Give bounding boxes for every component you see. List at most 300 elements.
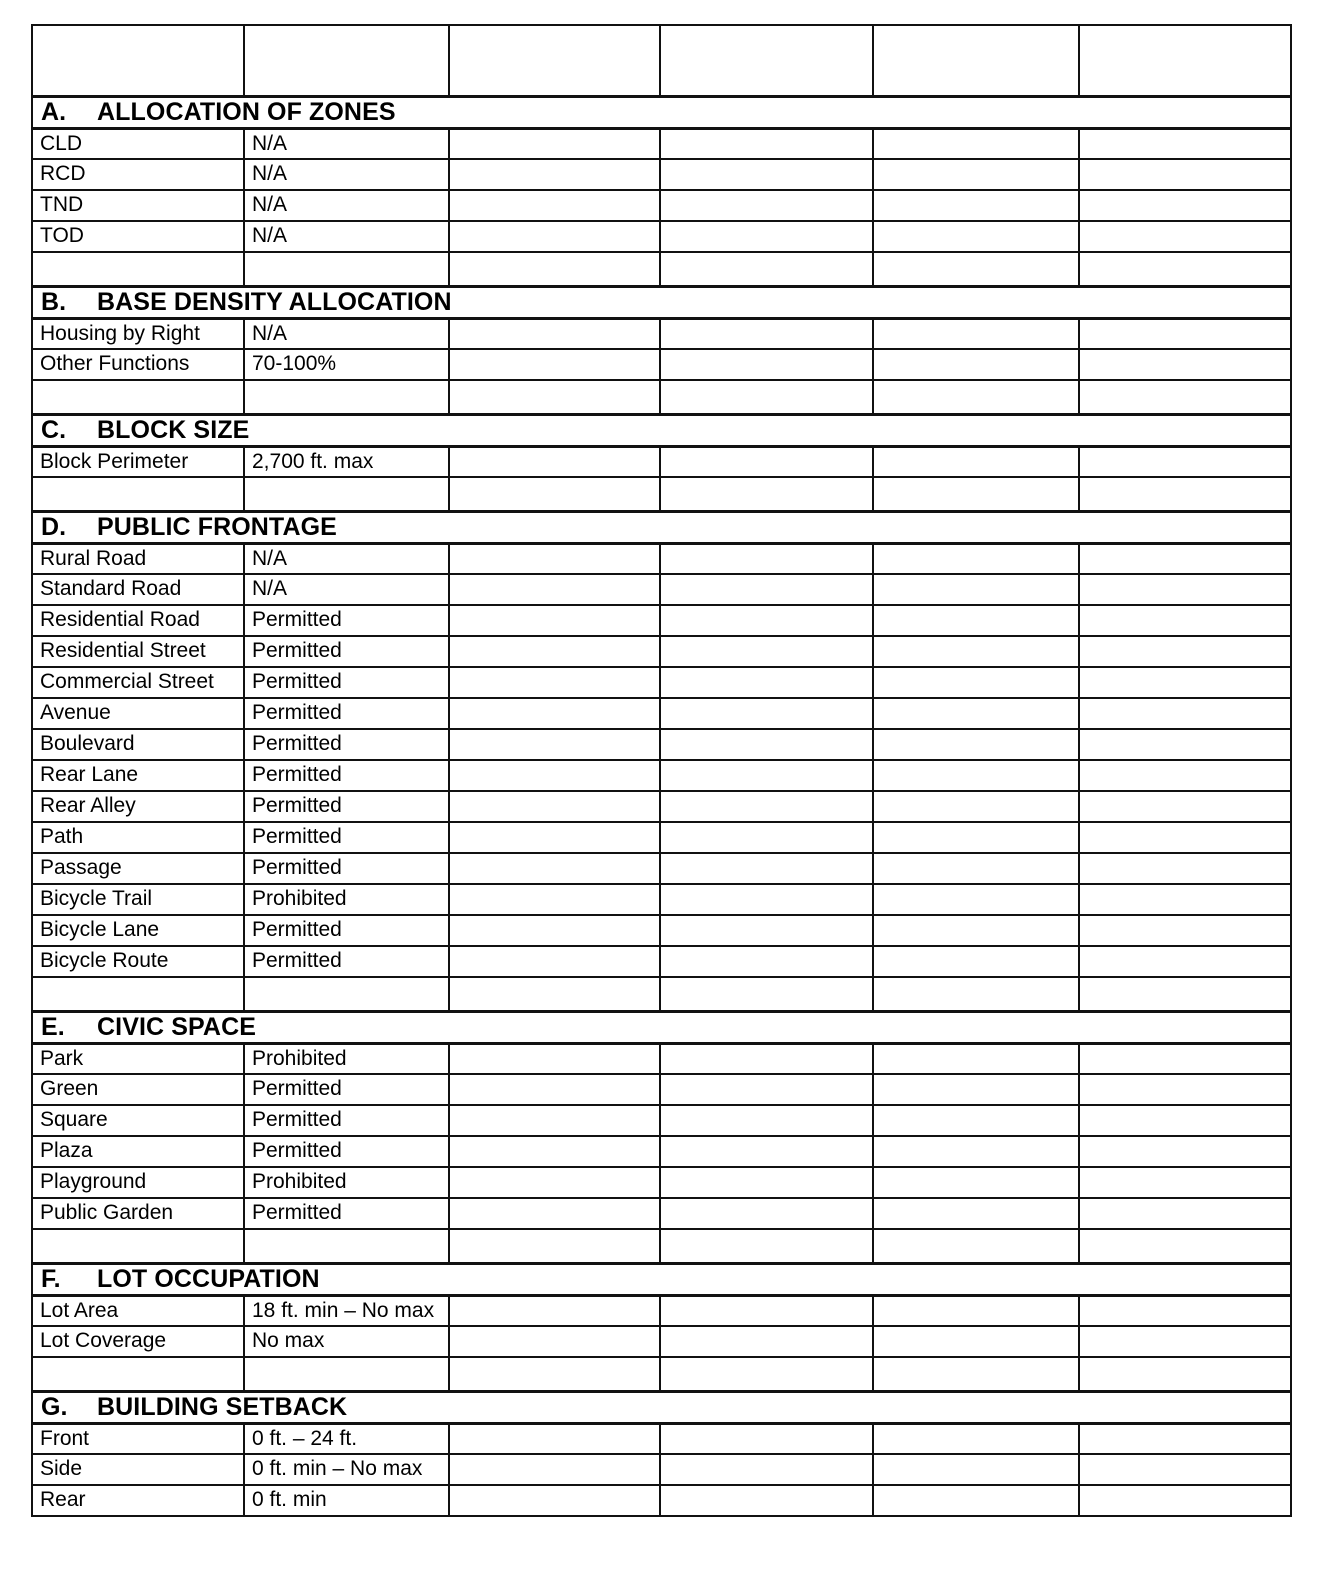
row-value-empty-1 <box>449 1043 660 1074</box>
row-value-empty-2 <box>660 791 873 822</box>
row-value-empty-3 <box>873 1295 1079 1326</box>
table-row <box>32 318 1291 349</box>
row-value-empty-4 <box>1079 349 1291 380</box>
row-value-empty-2 <box>660 1043 873 1074</box>
table-row <box>32 667 1291 698</box>
table-row <box>32 574 1291 605</box>
row-label: Front <box>32 1423 244 1454</box>
spacer-cell-2 <box>244 1229 449 1263</box>
table-row <box>32 729 1291 760</box>
row-label: CLD <box>32 128 244 159</box>
row-value-empty-1 <box>449 946 660 977</box>
row-value-empty-1 <box>449 221 660 252</box>
row-value-empty-2 <box>660 884 873 915</box>
row-value-empty-2 <box>660 190 873 221</box>
table-row <box>32 1043 1291 1074</box>
row-value-empty-2 <box>660 1198 873 1229</box>
row-label: TND <box>32 190 244 221</box>
row-value-empty-3 <box>873 853 1079 884</box>
header-blank-cell <box>32 25 244 96</box>
section-header-row <box>32 511 1291 543</box>
row-value-sdm: Prohibited <box>244 884 449 915</box>
row-value-empty-4 <box>1079 1105 1291 1136</box>
spacer-cell-2 <box>244 380 449 414</box>
row-value-empty-4 <box>1079 1043 1291 1074</box>
row-value-empty-3 <box>873 1454 1079 1485</box>
zoning-standards-table <box>31 24 1292 1517</box>
row-value-sdm: Permitted <box>244 853 449 884</box>
row-value-empty-1 <box>449 791 660 822</box>
row-value-sdm: Prohibited <box>244 1167 449 1198</box>
spacer-cell-6 <box>1079 252 1291 286</box>
row-value-sdm: N/A <box>244 159 449 190</box>
row-value-sdm: 18 ft. min – No max <box>244 1295 449 1326</box>
table-row <box>32 822 1291 853</box>
table-row <box>32 605 1291 636</box>
row-value-empty-4 <box>1079 791 1291 822</box>
spacer-cell-3 <box>449 1229 660 1263</box>
row-value-empty-4 <box>1079 1136 1291 1167</box>
spacer-cell-3 <box>449 1357 660 1391</box>
row-label: Path <box>32 822 244 853</box>
row-value-empty-2 <box>660 543 873 574</box>
spacer-cell-5 <box>873 477 1079 511</box>
section-letter: F. <box>41 1264 61 1293</box>
table-row <box>32 349 1291 380</box>
row-value-empty-4 <box>1079 446 1291 477</box>
row-value-empty-1 <box>449 1326 660 1357</box>
row-value-empty-2 <box>660 667 873 698</box>
row-value-empty-3 <box>873 1326 1079 1357</box>
row-value-sdm: N/A <box>244 318 449 349</box>
row-value-empty-2 <box>660 318 873 349</box>
row-value-sdm: Permitted <box>244 667 449 698</box>
row-value-empty-1 <box>449 349 660 380</box>
table-row <box>32 1198 1291 1229</box>
row-value-empty-3 <box>873 729 1079 760</box>
row-value-empty-1 <box>449 1198 660 1229</box>
row-value-empty-2 <box>660 1295 873 1326</box>
spacer-cell-6 <box>1079 380 1291 414</box>
section-letter: G. <box>41 1392 68 1421</box>
header-empty-cell-3 <box>873 25 1079 96</box>
row-value-empty-4 <box>1079 915 1291 946</box>
section-header-d <box>32 511 1291 543</box>
row-value-sdm: Permitted <box>244 946 449 977</box>
table-row <box>32 159 1291 190</box>
row-value-empty-2 <box>660 946 873 977</box>
row-value-sdm: Permitted <box>244 636 449 667</box>
table-body <box>32 25 1291 1516</box>
spacer-cell-5 <box>873 1229 1079 1263</box>
row-value-empty-3 <box>873 667 1079 698</box>
table-row <box>32 1454 1291 1485</box>
row-label: Lot Area <box>32 1295 244 1326</box>
row-value-empty-3 <box>873 349 1079 380</box>
table-row <box>32 791 1291 822</box>
spacer-row <box>32 977 1291 1011</box>
row-label: Housing by Right <box>32 318 244 349</box>
row-value-empty-2 <box>660 1423 873 1454</box>
table-row <box>32 1423 1291 1454</box>
row-value-sdm: Permitted <box>244 915 449 946</box>
row-value-sdm: N/A <box>244 574 449 605</box>
table-row <box>32 190 1291 221</box>
row-value-empty-4 <box>1079 884 1291 915</box>
spacer-cell-1 <box>32 477 244 511</box>
row-value-empty-4 <box>1079 1074 1291 1105</box>
row-label: Green <box>32 1074 244 1105</box>
row-value-empty-3 <box>873 543 1079 574</box>
row-value-empty-2 <box>660 698 873 729</box>
table-row <box>32 543 1291 574</box>
row-value-empty-3 <box>873 1074 1079 1105</box>
row-value-empty-1 <box>449 729 660 760</box>
row-value-empty-1 <box>449 853 660 884</box>
spacer-row <box>32 252 1291 286</box>
row-value-empty-3 <box>873 318 1079 349</box>
row-label: RCD <box>32 159 244 190</box>
spacer-cell-5 <box>873 252 1079 286</box>
row-label: Block Perimeter <box>32 446 244 477</box>
spacer-cell-6 <box>1079 1357 1291 1391</box>
row-value-sdm: N/A <box>244 221 449 252</box>
row-value-sdm: N/A <box>244 190 449 221</box>
row-value-empty-4 <box>1079 318 1291 349</box>
row-label: Public Garden <box>32 1198 244 1229</box>
row-value-empty-3 <box>873 1423 1079 1454</box>
table-row <box>32 1295 1291 1326</box>
row-value-sdm: Prohibited <box>244 1043 449 1074</box>
row-value-empty-4 <box>1079 1454 1291 1485</box>
row-value-empty-1 <box>449 822 660 853</box>
row-value-empty-2 <box>660 1167 873 1198</box>
spacer-cell-6 <box>1079 977 1291 1011</box>
spacer-row <box>32 1357 1291 1391</box>
row-value-empty-3 <box>873 1043 1079 1074</box>
row-label: Boulevard <box>32 729 244 760</box>
row-value-empty-3 <box>873 946 1079 977</box>
section-letter: C. <box>41 415 67 444</box>
row-value-empty-1 <box>449 1074 660 1105</box>
zone-name: MEDICAL <box>252 59 346 83</box>
spacer-cell-1 <box>32 1229 244 1263</box>
row-value-empty-3 <box>873 822 1079 853</box>
row-value-empty-1 <box>449 318 660 349</box>
section-header-c <box>32 414 1291 446</box>
row-value-empty-3 <box>873 884 1079 915</box>
spacer-cell-1 <box>32 977 244 1011</box>
row-value-empty-4 <box>1079 729 1291 760</box>
zone-header-cell <box>244 25 449 96</box>
table-row <box>32 760 1291 791</box>
row-value-empty-2 <box>660 1136 873 1167</box>
row-value-empty-1 <box>449 1485 660 1516</box>
row-value-sdm: 2,700 ft. max <box>244 446 449 477</box>
row-value-empty-1 <box>449 636 660 667</box>
row-value-sdm: Permitted <box>244 760 449 791</box>
row-value-empty-4 <box>1079 128 1291 159</box>
row-value-empty-1 <box>449 446 660 477</box>
row-value-empty-1 <box>449 1423 660 1454</box>
row-value-empty-3 <box>873 1167 1079 1198</box>
spacer-cell-4 <box>660 477 873 511</box>
row-label: Bicycle Lane <box>32 915 244 946</box>
row-value-empty-2 <box>660 1485 873 1516</box>
row-value-empty-2 <box>660 221 873 252</box>
row-value-empty-4 <box>1079 1167 1291 1198</box>
row-value-sdm: Permitted <box>244 1198 449 1229</box>
row-value-empty-2 <box>660 159 873 190</box>
table-row <box>32 128 1291 159</box>
row-value-empty-3 <box>873 574 1079 605</box>
header-empty-cell-2 <box>660 25 873 96</box>
row-label: Residential Street <box>32 636 244 667</box>
row-value-sdm: 70-100% <box>244 349 449 380</box>
row-value-empty-2 <box>660 605 873 636</box>
row-value-empty-3 <box>873 636 1079 667</box>
spacer-cell-3 <box>449 477 660 511</box>
spacer-cell-4 <box>660 1357 873 1391</box>
spacer-cell-2 <box>244 1357 449 1391</box>
row-label: Passage <box>32 853 244 884</box>
row-label: TOD <box>32 221 244 252</box>
row-value-sdm: No max <box>244 1326 449 1357</box>
row-value-empty-2 <box>660 574 873 605</box>
spacer-cell-1 <box>32 252 244 286</box>
row-value-sdm: Permitted <box>244 605 449 636</box>
row-value-sdm: 0 ft. – 24 ft. <box>244 1423 449 1454</box>
row-value-empty-4 <box>1079 822 1291 853</box>
row-value-empty-4 <box>1079 853 1291 884</box>
row-label: Park <box>32 1043 244 1074</box>
spacer-row <box>32 380 1291 414</box>
row-value-empty-3 <box>873 1485 1079 1516</box>
row-value-empty-3 <box>873 190 1079 221</box>
section-header-e <box>32 1011 1291 1043</box>
section-title: BUILDING SETBACK <box>97 1392 348 1421</box>
row-value-empty-4 <box>1079 605 1291 636</box>
row-value-empty-2 <box>660 729 873 760</box>
table-row <box>32 853 1291 884</box>
row-value-empty-2 <box>660 1074 873 1105</box>
spacer-cell-6 <box>1079 477 1291 511</box>
row-value-empty-1 <box>449 605 660 636</box>
row-value-empty-4 <box>1079 1485 1291 1516</box>
row-value-empty-4 <box>1079 1423 1291 1454</box>
row-value-empty-2 <box>660 760 873 791</box>
row-value-sdm: Permitted <box>244 1105 449 1136</box>
row-value-empty-1 <box>449 698 660 729</box>
table-row <box>32 1326 1291 1357</box>
row-label: Standard Road <box>32 574 244 605</box>
row-value-empty-3 <box>873 698 1079 729</box>
row-value-empty-1 <box>449 667 660 698</box>
spacer-cell-5 <box>873 380 1079 414</box>
spacer-cell-4 <box>660 1229 873 1263</box>
table-row <box>32 946 1291 977</box>
row-value-empty-4 <box>1079 221 1291 252</box>
header-empty-cell-4 <box>1079 25 1291 96</box>
spacer-cell-4 <box>660 252 873 286</box>
header-empty-cell-1 <box>449 25 660 96</box>
row-value-empty-4 <box>1079 667 1291 698</box>
row-value-empty-2 <box>660 636 873 667</box>
table-header-row <box>32 25 1291 96</box>
row-value-empty-1 <box>449 543 660 574</box>
row-value-empty-1 <box>449 128 660 159</box>
row-value-empty-2 <box>660 822 873 853</box>
row-value-empty-2 <box>660 1105 873 1136</box>
spacer-cell-4 <box>660 380 873 414</box>
section-letter: D. <box>41 512 67 541</box>
row-value-empty-1 <box>449 760 660 791</box>
spacer-row <box>32 1229 1291 1263</box>
row-value-sdm: N/A <box>244 543 449 574</box>
row-label: Other Functions <box>32 349 244 380</box>
spacer-cell-2 <box>244 477 449 511</box>
row-label: Lot Coverage <box>32 1326 244 1357</box>
row-value-empty-1 <box>449 190 660 221</box>
row-label: Rear Alley <box>32 791 244 822</box>
row-value-empty-4 <box>1079 1295 1291 1326</box>
spacer-cell-4 <box>660 977 873 1011</box>
table-row <box>32 636 1291 667</box>
row-label: Rear Lane <box>32 760 244 791</box>
row-value-empty-3 <box>873 915 1079 946</box>
row-label: Avenue <box>32 698 244 729</box>
table-row <box>32 1136 1291 1167</box>
spacer-cell-5 <box>873 1357 1079 1391</box>
row-value-empty-4 <box>1079 159 1291 190</box>
section-header-f <box>32 1263 1291 1295</box>
section-title: PUBLIC FRONTAGE <box>97 512 337 541</box>
section-header-a <box>32 96 1291 128</box>
row-value-empty-2 <box>660 349 873 380</box>
row-value-empty-4 <box>1079 636 1291 667</box>
spacer-cell-2 <box>244 977 449 1011</box>
row-value-empty-1 <box>449 915 660 946</box>
section-header-row <box>32 414 1291 446</box>
table-row <box>32 1074 1291 1105</box>
section-header-row <box>32 96 1291 128</box>
row-label: Square <box>32 1105 244 1136</box>
section-title: LOT OCCUPATION <box>97 1264 320 1293</box>
row-value-empty-1 <box>449 1167 660 1198</box>
section-letter: B. <box>41 287 67 316</box>
spacer-cell-5 <box>873 977 1079 1011</box>
row-value-empty-3 <box>873 1105 1079 1136</box>
row-value-empty-3 <box>873 1136 1079 1167</box>
row-value-empty-1 <box>449 1136 660 1167</box>
spacer-row <box>32 477 1291 511</box>
row-label: Commercial Street <box>32 667 244 698</box>
row-value-empty-4 <box>1079 946 1291 977</box>
spacer-cell-3 <box>449 252 660 286</box>
row-value-sdm: Permitted <box>244 822 449 853</box>
table-row <box>32 915 1291 946</box>
section-title: BLOCK SIZE <box>97 415 250 444</box>
section-header-row <box>32 1391 1291 1423</box>
spacer-cell-2 <box>244 252 449 286</box>
row-value-empty-4 <box>1079 574 1291 605</box>
row-label: Rural Road <box>32 543 244 574</box>
row-value-sdm: Permitted <box>244 698 449 729</box>
table-row <box>32 884 1291 915</box>
row-value-sdm: Permitted <box>244 1136 449 1167</box>
row-value-sdm: N/A <box>244 128 449 159</box>
table-row <box>32 221 1291 252</box>
row-label: Bicycle Route <box>32 946 244 977</box>
section-title: CIVIC SPACE <box>97 1012 256 1041</box>
row-label: Bicycle Trail <box>32 884 244 915</box>
row-label: Residential Road <box>32 605 244 636</box>
row-value-empty-3 <box>873 221 1079 252</box>
row-value-sdm: 0 ft. min <box>244 1485 449 1516</box>
row-value-empty-2 <box>660 1454 873 1485</box>
row-value-sdm: Permitted <box>244 1074 449 1105</box>
row-label: Plaza <box>32 1136 244 1167</box>
table-row <box>32 446 1291 477</box>
row-value-empty-2 <box>660 1326 873 1357</box>
row-value-empty-1 <box>449 884 660 915</box>
row-value-empty-2 <box>660 853 873 884</box>
section-header-g <box>32 1391 1291 1423</box>
row-value-empty-3 <box>873 1198 1079 1229</box>
row-value-empty-3 <box>873 791 1079 822</box>
row-value-empty-4 <box>1079 543 1291 574</box>
row-value-sdm: Permitted <box>244 791 449 822</box>
spacer-cell-1 <box>32 1357 244 1391</box>
row-value-sdm: Permitted <box>244 729 449 760</box>
row-value-empty-3 <box>873 128 1079 159</box>
row-value-empty-4 <box>1079 1326 1291 1357</box>
row-value-empty-2 <box>660 128 873 159</box>
spacer-cell-1 <box>32 380 244 414</box>
row-value-empty-4 <box>1079 760 1291 791</box>
table-row <box>32 698 1291 729</box>
table-row <box>32 1167 1291 1198</box>
spacer-cell-3 <box>449 380 660 414</box>
row-value-empty-1 <box>449 574 660 605</box>
row-value-empty-2 <box>660 915 873 946</box>
spacer-cell-6 <box>1079 1229 1291 1263</box>
row-value-empty-2 <box>660 446 873 477</box>
section-letter: A. <box>41 97 67 126</box>
row-value-empty-3 <box>873 760 1079 791</box>
row-value-empty-3 <box>873 605 1079 636</box>
table-row <box>32 1485 1291 1516</box>
row-value-empty-3 <box>873 159 1079 190</box>
row-label: Rear <box>32 1485 244 1516</box>
row-label: Side <box>32 1454 244 1485</box>
section-title: BASE DENSITY ALLOCATION <box>97 287 452 316</box>
section-letter: E. <box>41 1012 65 1041</box>
row-label: Playground <box>32 1167 244 1198</box>
section-header-row <box>32 1011 1291 1043</box>
row-value-empty-1 <box>449 159 660 190</box>
row-value-empty-1 <box>449 1295 660 1326</box>
spacer-cell-3 <box>449 977 660 1011</box>
zone-code: SD-M <box>252 37 306 61</box>
section-header-row <box>32 1263 1291 1295</box>
table-row <box>32 1105 1291 1136</box>
row-value-empty-3 <box>873 446 1079 477</box>
row-value-sdm: 0 ft. min – No max <box>244 1454 449 1485</box>
row-value-empty-4 <box>1079 1198 1291 1229</box>
row-value-empty-4 <box>1079 698 1291 729</box>
section-header-b <box>32 286 1291 318</box>
